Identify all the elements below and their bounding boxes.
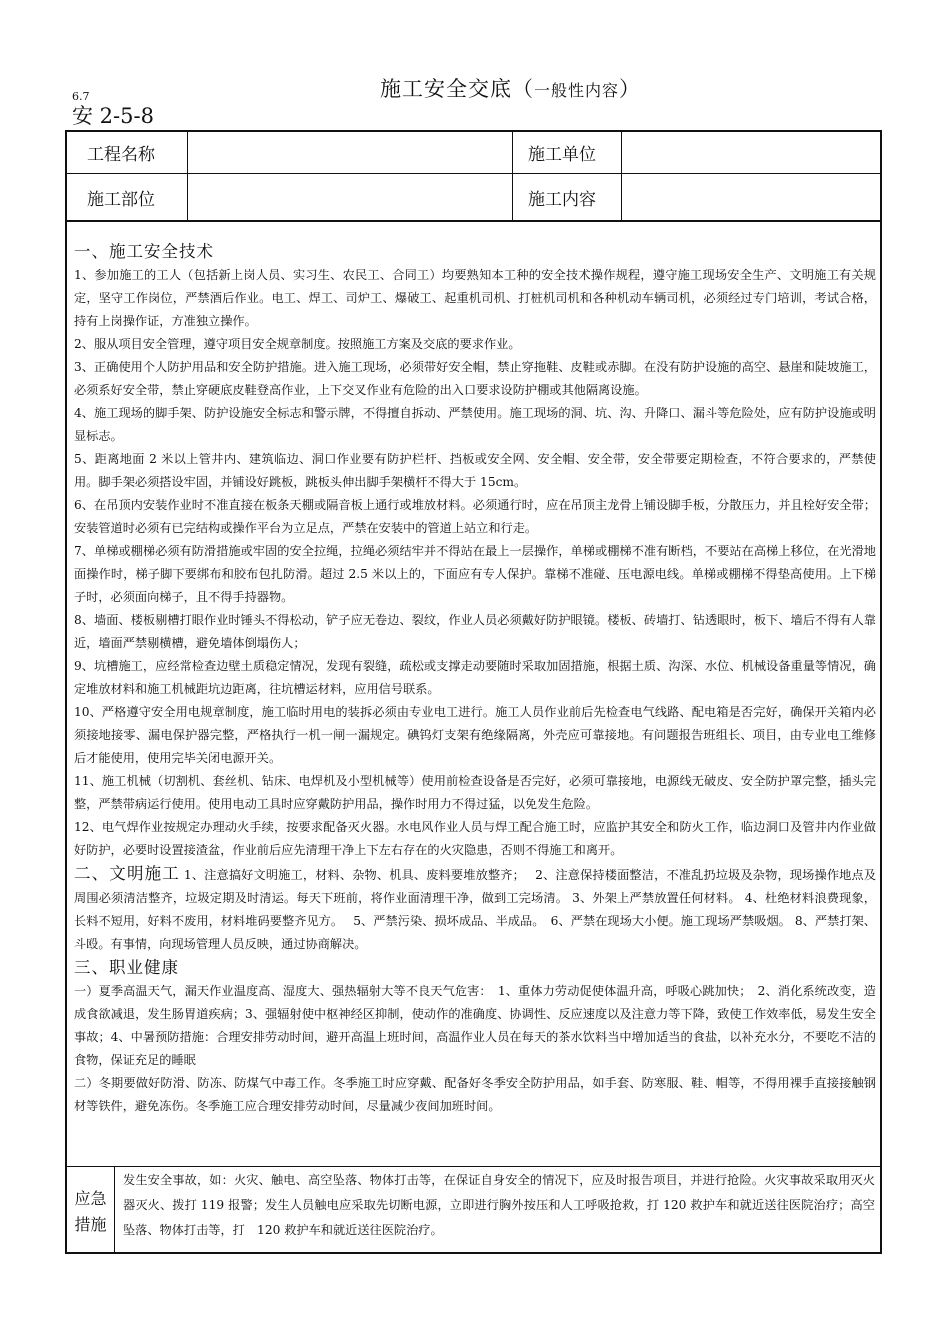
safety-tech-item: 4、施工现场的脚手架、防护设施安全标志和警示牌，不得擅自拆动、严禁使用。施工现场的洞、坑、沟、升降口、漏斗等危险处，应有防护设施或明显标志。 <box>74 406 876 443</box>
occupational-health-heading: 三、职业健康 <box>74 958 179 977</box>
construction-content-field[interactable] <box>622 174 880 220</box>
project-name-field[interactable] <box>188 132 513 173</box>
safety-tech-item: 9、坑槽施工，应经常检查边壁土质稳定情况，发现有裂缝，疏松或支撑走动要随时采取加固措施，根据土质、沟深、水位、机械设备重量等情况，确定堆放材料和施工机械距坑边距离，往坑槽运材料，应用信号联系。 <box>74 659 876 696</box>
safety-tech-item: 8、墙面、楼板剔槽打眼作业时锤头不得松动，铲子应无卷边、裂纹，作业人员必须戴好防护眼镜。楼板、砖墙打、钻透眼时，板下、墙后不得有人靠近，墙面严禁剔横槽，避免墙体倒塌伤人； <box>74 613 876 650</box>
construction-part-label: 施工部位 <box>67 174 188 220</box>
safety-tech-item: 1、参加施工的工人（包括新上岗人员、实习生、农民工、合同工）均要熟知本工种的安全技术操作规程，遵守施工现场安全生产、文明施工有关规定，坚守工作岗位，严禁酒后作业。电工、焊工、司炉工、爆破工、起重机司机、打桩机司机和各种机动车辆司机，必须经过专门培训，考试合格，持有上岗操作证，方准独立操作。 <box>74 268 876 328</box>
construction-unit-label: 施工单位 <box>513 132 622 173</box>
civil-construction-text: 1、注意搞好文明施工，材料、杂物、机具、废料要堆放整齐； 2、注意保持楼面整洁，不准乱扔垃圾及杂物，现场操作地点及周围必须清洁整齐，垃圾定期及时清运。每天下班前，将作业面清理干净，做到工完场清。 3、外架上严禁放置任何材料。 4、杜绝材料浪费现象，长料不短用，好料不废用，材料堆码要整齐见方。 5、严禁污染、损坏成品、半成品。 6、严禁在现场大小便。施工现场严禁吸烟。 8、严禁打架、斗殴。有事情，向现场管理人员反映，通过协商解决。 <box>74 868 877 951</box>
briefing-body <box>74 240 876 1118</box>
construction-content-label: 施工内容 <box>513 174 622 220</box>
construction-unit-field[interactable] <box>622 132 880 173</box>
safety-tech-item: 2、服从项目安全管理，遵守项目安全规章制度。按照施工方案及交底的要求作业。 <box>74 337 521 351</box>
emergency-measures-text: 发生安全事故，如：火灾、触电、高空坠落、物体打击等，在保证自身安全的情况下，应及时报告项目，并进行抢险。火灾事故采取用灭火器灭火、拨打 119 报警；发生人员触电应采取先切断电源，立即进行胸外按压和人工呼吸抢救，打 120 救护车和就近送往医院治疗；高空坠落、物体打击等，打 120 救护车和就近送往医院治疗。 <box>123 1173 875 1237</box>
construction-part-field[interactable] <box>188 174 513 220</box>
version-number: 6.7 <box>72 90 90 103</box>
health-item: 二）冬期要做好防滑、防冻、防煤气中毒工作。冬季施工时应穿戴、配备好冬季安全防护用品，如手套、防寒服、鞋、帽等，不得用裸手直接接触钢材等铁件，避免冻伤。冬季施工应合理安排劳动时间，尽量减少夜间加班时间。 <box>74 1076 876 1113</box>
title-subtitle: 一般性内容 <box>534 81 620 100</box>
title-main: 施工安全交底（ <box>380 77 534 101</box>
safety-tech-item: 7、单梯或棚梯必须有防滑措施或牢固的安全拉绳，拉绳必须结牢并不得站在最上一层操作，单梯或棚梯不准有断档，不要站在高梯上移位，在光滑地面操作时，梯子脚下要绑布和胶布包扎防滑。超过 2.5 米以上的，下面应有专人保护。靠梯不准碰、压电源电线。单梯或棚梯不得垫高使用。上下梯子时，必须面向梯子，且不得手持器物。 <box>74 544 876 604</box>
civil-construction-paragraph <box>74 862 876 956</box>
health-item: 一）夏季高温天气，漏天作业温度高、湿度大、强热辐射大等不良天气危害： 1、重体力劳动促使体温升高，呼吸心跳加快； 2、消化系统改变，造成食欲减退，发生肠胃道疾病；3、强辐射使中枢神经区抑制，使动作的准确度、协调性、反应速度以及注意力等下降，致使工作效率低，易发生安全事故；4、中暑预防措施：合理安排劳动时间，避开高温上班时间，高温作业人员在每天的茶水饮料当中增加适当的食盐，以补充水分，不要吃不洁的食物，保证充足的睡眠 <box>74 984 876 1067</box>
safety-tech-heading: 一、施工安全技术 <box>74 242 214 261</box>
document-title <box>380 73 641 103</box>
info-row-1 <box>67 132 880 174</box>
emergency-label-line2: 措施 <box>74 1215 107 1234</box>
safety-tech-item: 3、正确使用个人防护用品和安全防护措施。进入施工现场，必须带好安全帽，禁止穿拖鞋、皮鞋或赤脚。在没有防护设施的高空、悬崖和陡坡施工，必须系好安全带，禁止穿硬底皮鞋登高作业，上下交叉作业有危险的出入口要求设防护棚或其他隔离设施。 <box>74 360 876 397</box>
emergency-label-line1: 应急 <box>74 1189 107 1208</box>
safety-tech-item: 10、严格遵守安全用电规章制度，施工临时用电的装拆必须由专业电工进行。施工人员作业前后先检查电气线路、配电箱是否完好，确保开关箱内必须接地接零、漏电保护器完整，严格执行一机一闸一漏规定。碘钨灯支架有绝缘隔离，外壳应可靠接地。有问题报告班组长、项目，由专业电工维修后才能使用，使用完毕关闭电源开关。 <box>74 705 876 765</box>
safety-tech-item: 12、电气焊作业按规定办理动火手续，按要求配备灭火器。水电风作业人员与焊工配合施工时，应监护其安全和防火工作，临边洞口及管井内作业做好防护，必要时设置接渣盆，作业前后应先清理干净上下左右存在的火灾隐患，否则不得施工和离开。 <box>74 820 876 857</box>
safety-tech-item: 5、距离地面 2 米以上管井内、建筑临边、洞口作业要有防护栏杆、挡板或安全网、安全帽、安全带，安全带要定期检查，不符合要求的，严禁使用。脚手架必须搭设牢固，并铺设好跳板，跳板头伸出脚手架横杆不得大于 15cm。 <box>74 452 876 489</box>
emergency-label <box>67 1166 115 1254</box>
project-name-label: 工程名称 <box>67 132 188 173</box>
title-close: ） <box>619 77 642 101</box>
form-code: 安 2-5-8 <box>72 104 154 128</box>
emergency-divider <box>67 1166 880 1167</box>
briefing-form <box>65 130 882 1254</box>
civil-construction-heading: 二、文明施工 <box>74 864 180 883</box>
info-row-2 <box>67 174 880 222</box>
safety-tech-item: 11、施工机械（切割机、套丝机、钻床、电焊机及小型机械等）使用前检查设备是否完好，必须可靠接地，电源线无破皮、安全防护罩完整，插头完整，严禁带病运行使用。使用电动工具时应穿戴防护用品，操作时用力不得过猛，以免发生危险。 <box>74 774 876 811</box>
safety-tech-item: 6、在吊顶内安装作业时不准直接在板条天棚或隔音板上通行或堆放材料。必须通行时，应在吊顶主龙骨上铺设脚手板，分散压力，并且栓好安全带；安装管道时必须有已完结构或操作平台为立足点，严禁在安装中的管道上站立和行走。 <box>74 498 876 535</box>
